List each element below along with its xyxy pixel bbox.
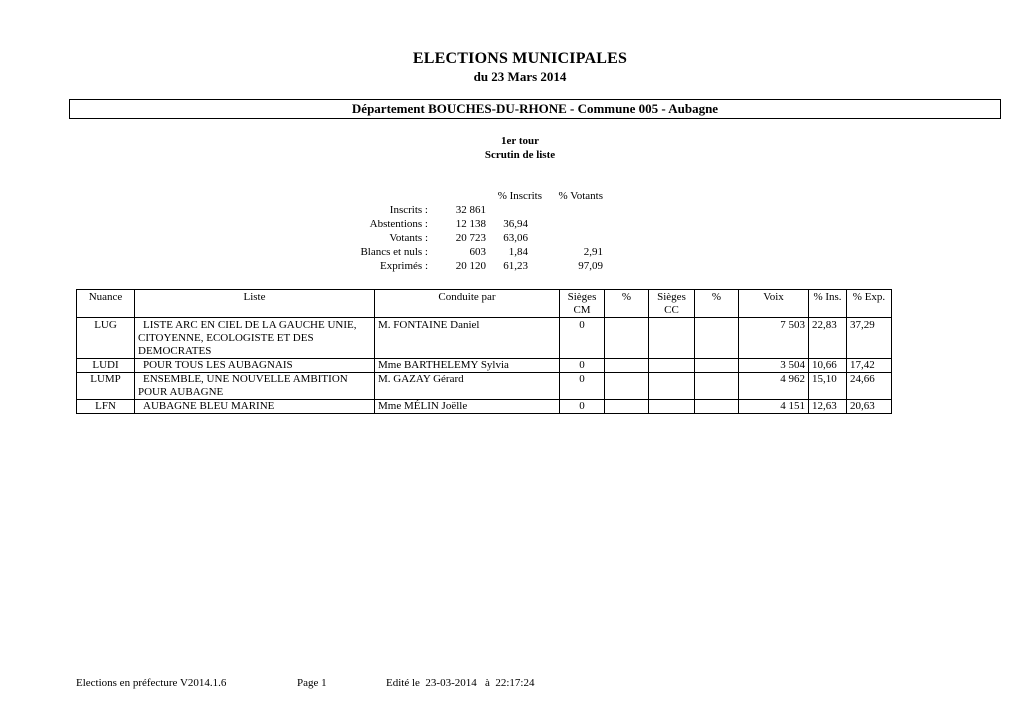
col-header-liste: Liste (135, 290, 375, 318)
cell-pct-exp: 24,66 (847, 373, 892, 400)
cell-voix: 4 962 (739, 373, 809, 400)
col-header-pct-exp: % Exp. (847, 290, 892, 318)
stats-value: 20 723 (455, 232, 486, 244)
stats-pct-inscrits: 1,84 (508, 246, 528, 258)
cell-pct-cm (605, 373, 649, 400)
stats-value: 12 138 (455, 218, 486, 230)
stats-pct-inscrits: 63,06 (503, 232, 528, 244)
cell-sieges-cc (649, 359, 695, 373)
cell-sieges-cc (649, 400, 695, 414)
cell-sieges-cm: 0 (560, 318, 605, 359)
cell-nuance: LUDI (77, 359, 135, 373)
col-header-sieges-cc: Sièges CC (649, 290, 695, 318)
cell-liste: ENSEMBLE, UNE NOUVELLE AMBITION POUR AUBAGNE (135, 373, 375, 400)
col-header-pct-cm: % (605, 290, 649, 318)
cell-sieges-cm: 0 (560, 359, 605, 373)
col-header-pct-ins: % Ins. (809, 290, 847, 318)
col-header-sieges-cm: Sièges CM (560, 290, 605, 318)
col-header-pct-cc: % (695, 290, 739, 318)
stats-pct-votants: 97,09 (578, 260, 603, 272)
footer-page: Page 1 (297, 677, 327, 689)
cell-pct-ins: 22,83 (809, 318, 847, 359)
stats-value: 32 861 (455, 204, 486, 216)
stats-header-pct-votants: % Votants (558, 190, 603, 202)
cell-pct-cm (605, 318, 649, 359)
cell-pct-exp: 20,63 (847, 400, 892, 414)
stats-pct-inscrits: 61,23 (503, 260, 528, 272)
cell-pct-exp: 17,42 (847, 359, 892, 373)
cell-pct-cm (605, 359, 649, 373)
stats-pct-votants: 2,91 (583, 246, 603, 258)
election-date: du 23 Mars 2014 (473, 69, 567, 84)
cell-pct-ins: 15,10 (809, 373, 847, 400)
col-header-conduite: Conduite par (375, 290, 560, 318)
table-row (77, 373, 892, 400)
cell-liste: LISTE ARC EN CIEL DE LA GAUCHE UNIE, CITOYENNE, ECOLOGISTE ET DES DEMOCRATES (135, 318, 375, 359)
page-title: ELECTIONS MUNICIPALES (412, 50, 628, 67)
results-table (76, 289, 892, 414)
table-header-row (77, 290, 892, 318)
table-row (77, 318, 892, 359)
cell-pct-cc (695, 318, 739, 359)
cell-voix: 3 504 (739, 359, 809, 373)
stats-label: Inscrits : (389, 204, 428, 216)
cell-conduite: M. GAZAY Gérard (375, 373, 560, 400)
footer-edited: Edité le 23-03-2014 à 22:17:24 (386, 677, 535, 689)
tour-label: 1er tour (501, 135, 539, 147)
cell-liste: POUR TOUS LES AUBAGNAIS (135, 359, 375, 373)
cell-liste: AUBAGNE BLEU MARINE (135, 400, 375, 414)
cell-voix: 7 503 (739, 318, 809, 359)
table-row (77, 359, 892, 373)
cell-pct-ins: 12,63 (809, 400, 847, 414)
cell-pct-cc (695, 400, 739, 414)
cell-voix: 4 151 (739, 400, 809, 414)
cell-sieges-cc (649, 373, 695, 400)
table-row (77, 400, 892, 414)
cell-pct-cc (695, 373, 739, 400)
col-header-voix: Voix (739, 290, 809, 318)
stats-value: 20 120 (455, 260, 486, 272)
cell-sieges-cm: 0 (560, 373, 605, 400)
cell-nuance: LFN (77, 400, 135, 414)
department-commune-banner: Département BOUCHES-DU-RHONE - Commune 005 - Aubagne (69, 99, 1001, 119)
cell-pct-exp: 37,29 (847, 318, 892, 359)
stats-pct-inscrits: 36,94 (503, 218, 528, 230)
stats-label: Blancs et nuls : (360, 246, 428, 258)
cell-nuance: LUG (77, 318, 135, 359)
cell-conduite: M. FONTAINE Daniel (375, 318, 560, 359)
cell-pct-cc (695, 359, 739, 373)
footer-version: Elections en préfecture V2014.1.6 (76, 677, 227, 689)
cell-sieges-cc (649, 318, 695, 359)
scrutin-label: Scrutin de liste (484, 149, 556, 161)
cell-nuance: LUMP (77, 373, 135, 400)
cell-pct-ins: 10,66 (809, 359, 847, 373)
stats-label: Exprimés : (380, 260, 428, 272)
stats-header-pct-inscrits: % Inscrits (497, 190, 542, 202)
stats-label: Abstentions : (369, 218, 428, 230)
cell-conduite: Mme BARTHELEMY Sylvia (375, 359, 560, 373)
cell-pct-cm (605, 400, 649, 414)
stats-value: 603 (469, 246, 486, 258)
col-header-nuance: Nuance (77, 290, 135, 318)
cell-sieges-cm: 0 (560, 400, 605, 414)
cell-conduite: Mme MÉLIN Joëlle (375, 400, 560, 414)
stats-label: Votants : (389, 232, 428, 244)
